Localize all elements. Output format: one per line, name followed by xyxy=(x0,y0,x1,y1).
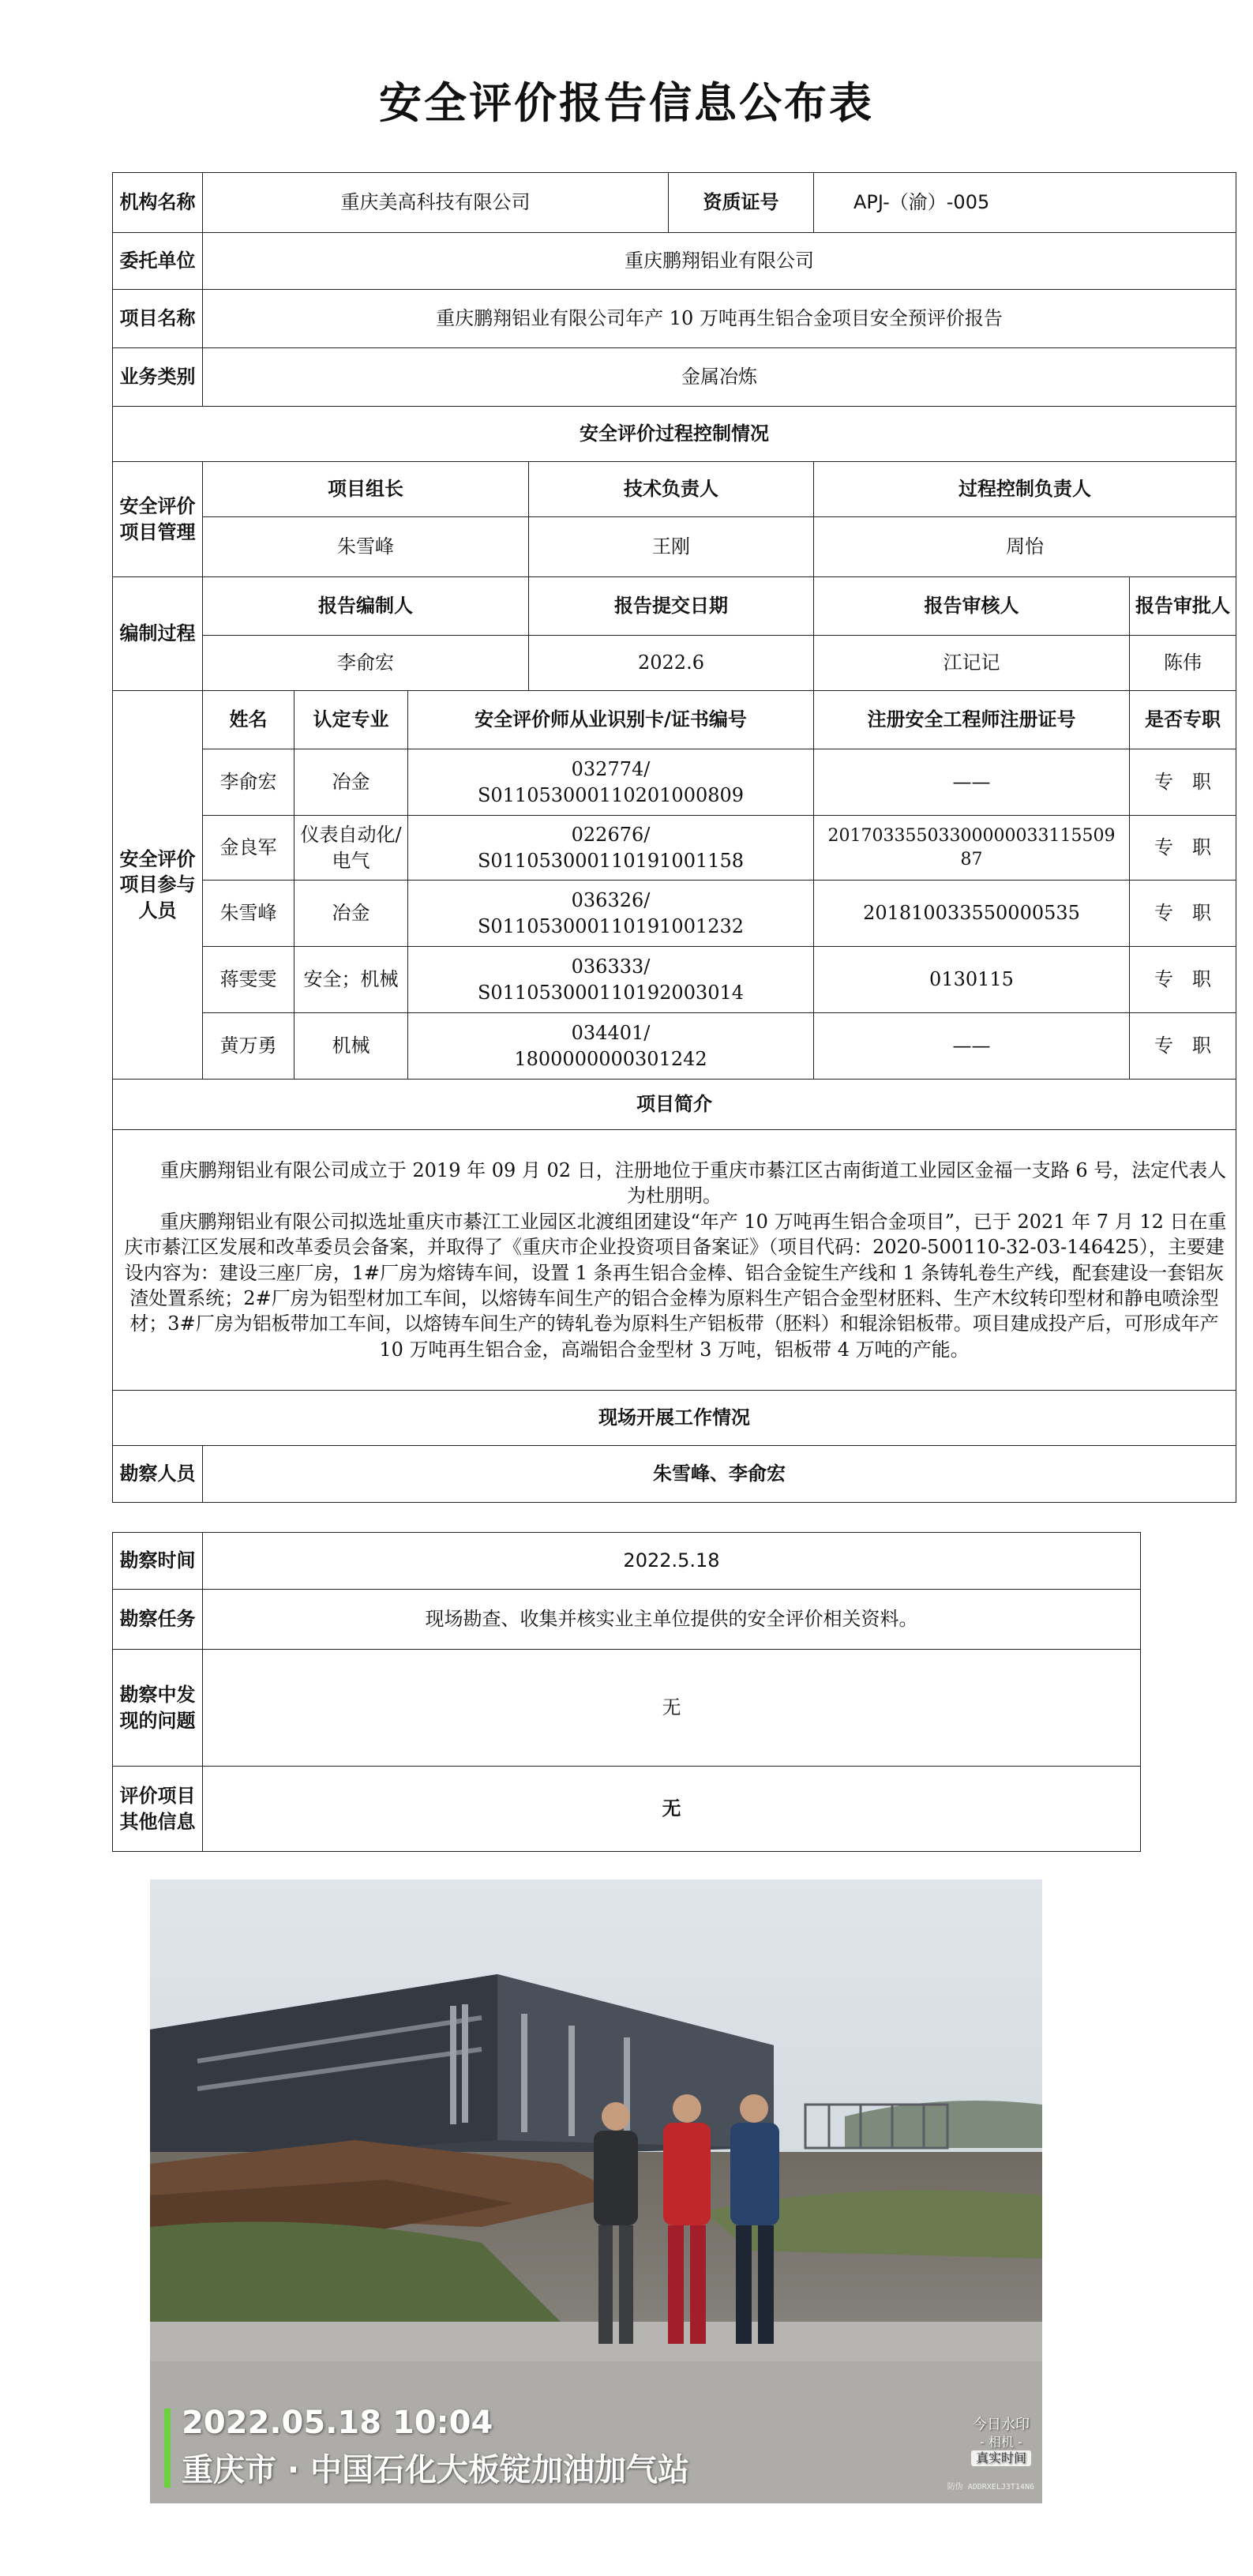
part-header-reg: 注册安全工程师注册证号 xyxy=(814,691,1130,749)
management-label: 安全评价项目管理 xyxy=(113,462,203,577)
comp-header-author: 报告编制人 xyxy=(203,577,529,636)
part-major: 仪表自动化/电气 xyxy=(294,816,408,881)
part-name: 李俞宏 xyxy=(203,749,294,816)
part-card xyxy=(408,881,814,947)
part-card xyxy=(408,1013,814,1080)
survey-task-label: 勘察任务 xyxy=(113,1590,203,1650)
part-major: 安全；机械 xyxy=(294,947,408,1013)
part-name: 金良军 xyxy=(203,816,294,881)
part-reg: 0130115 xyxy=(814,947,1130,1013)
mgmt-header-process: 过程控制负责人 xyxy=(814,462,1236,517)
comp-reviewer: 江记记 xyxy=(814,636,1130,691)
part-card-line1: 032774/ xyxy=(571,758,651,781)
part-card xyxy=(408,947,814,1013)
survey-issues-value: 无 xyxy=(203,1650,1141,1767)
part-name: 朱雪峰 xyxy=(203,881,294,947)
cert-value: APJ-（渝）-005 xyxy=(814,173,1236,233)
part-header-fulltime: 是否专职 xyxy=(1130,691,1236,749)
site-staff-label: 勘察人员 xyxy=(113,1446,203,1503)
timestamp-bar xyxy=(164,2409,171,2488)
photo-datetime: 2022.05.18 10:04 xyxy=(182,2405,493,2441)
business-value: 金属冶炼 xyxy=(203,348,1236,407)
part-fulltime: 专 职 xyxy=(1130,881,1236,947)
business-label: 业务类别 xyxy=(113,348,203,407)
table-row xyxy=(113,816,1236,881)
project-value: 重庆鹏翔铝业有限公司年产 10 万吨再生铝合金项目安全预评价报告 xyxy=(203,290,1236,348)
watermark-line1: 今日水印 xyxy=(972,2416,1030,2433)
part-fulltime: 专 职 xyxy=(1130,749,1236,816)
survey-other-label: 评价项目其他信息 xyxy=(113,1767,203,1852)
part-card-line2: S011053000110191001158 xyxy=(477,849,745,872)
info-table xyxy=(112,172,1236,1503)
watermark-code: 防伪 ADDRXELJ3T14N6 xyxy=(947,2483,1034,2492)
part-fulltime: 专 职 xyxy=(1130,1013,1236,1080)
comp-date: 2022.6 xyxy=(529,636,814,691)
cert-label: 资质证号 xyxy=(669,173,814,233)
part-major: 机械 xyxy=(294,1013,408,1080)
intro-body xyxy=(113,1130,1236,1391)
mgmt-leader: 朱雪峰 xyxy=(203,517,529,577)
part-card-line1: 036333/ xyxy=(571,956,651,978)
comp-header-date: 报告提交日期 xyxy=(529,577,814,636)
part-major: 冶金 xyxy=(294,881,408,947)
part-major: 冶金 xyxy=(294,749,408,816)
survey-other-value: 无 xyxy=(203,1767,1141,1852)
page-title: 安全评价报告信息公布表 xyxy=(379,78,874,128)
table-row xyxy=(113,947,1236,1013)
part-header-major: 认定专业 xyxy=(294,691,408,749)
part-card-line2: S011053000110192003014 xyxy=(477,981,745,1004)
project-label: 项目名称 xyxy=(113,290,203,348)
comp-header-approver: 报告审批人 xyxy=(1130,577,1236,636)
part-card-line2: S011053000110191001232 xyxy=(477,914,745,937)
org-name-label: 机构名称 xyxy=(113,173,203,233)
survey-time-value: 2022.5.18 xyxy=(203,1533,1141,1590)
intro-heading: 项目简介 xyxy=(113,1080,1236,1130)
part-reg: —— xyxy=(814,1013,1130,1080)
org-name-value: 重庆美高科技有限公司 xyxy=(203,173,669,233)
part-card xyxy=(408,816,814,881)
watermark-line3: 真实时间 xyxy=(971,2450,1031,2466)
intro-paragraph-1: 重庆鹏翔铝业有限公司成立于 2019 年 09 月 02 日，注册地位于重庆市綦江区古南街道工业园区金福一支路 6 号，法定代表人为杜朋明。 xyxy=(159,1158,1227,1207)
mgmt-header-tech: 技术负责人 xyxy=(529,462,814,517)
comp-approver: 陈伟 xyxy=(1130,636,1236,691)
survey-time-label: 勘察时间 xyxy=(113,1533,203,1590)
part-card-line2: S011053000110201000809 xyxy=(477,783,745,806)
part-reg: —— xyxy=(814,749,1130,816)
part-reg: 20170335503300000033115509​87 xyxy=(814,816,1130,881)
table-row xyxy=(113,1013,1236,1080)
survey-table xyxy=(112,1532,1141,1852)
site-staff-value: 朱雪峰、李俞宏 xyxy=(203,1446,1236,1503)
part-header-name: 姓名 xyxy=(203,691,294,749)
survey-issues-label: 勘察中发现的问题 xyxy=(113,1650,203,1767)
survey-task-value: 现场勘查、收集并核实业主单位提供的安全评价相关资料。 xyxy=(203,1590,1141,1650)
watermark-line2: - 相机 - xyxy=(980,2434,1022,2450)
mgmt-tech: 王刚 xyxy=(529,517,814,577)
part-fulltime: 专 职 xyxy=(1130,816,1236,881)
part-card-line2: 1800000000301242 xyxy=(514,1047,707,1070)
comp-author: 李俞宏 xyxy=(203,636,529,691)
watermark-logo xyxy=(971,2416,1031,2466)
part-name: 黄万勇 xyxy=(203,1013,294,1080)
table-row xyxy=(113,749,1236,816)
site-heading: 现场开展工作情况 xyxy=(113,1391,1236,1446)
part-fulltime: 专 职 xyxy=(1130,947,1236,1013)
intro-paragraph-2: 重庆鹏翔铝业有限公司拟选址重庆市綦江工业园区北渡组团建设“年产 10 万吨再生铝合金项目”，已于 2021 年 7 月 12 日在重庆市綦江区发展和改革委员会备案，并取得了《重庆市企业投资项目备案证》（项目代码：2020-500110-32-03-146425），主要建设内容为：建设三座厂房，1#厂房为熔铸车间，设置 1 条再生铝合金棒、铝合金锭生产线和 1 条铸轧卷生产线，配套建设一套铝灰渣处置系统；2#厂房为铝型材加工车间，以熔铸车间生产的铝合金棒为原料生产铝合金型材胚料、生产木纹转印型材和静电喷涂型材；3#厂房为铝板带加工车间，以熔铸车间生产的铸轧卷为原料生产铝板带（胚料）和辊涂铝板带。项目建成投产后，可形成年产 10 万吨再生铝合金，高端铝合金型材 3 万吨，铝板带 4 万吨的产能。 xyxy=(124,1210,1227,1361)
photo-location: 重庆市 · 中国石化大板锭加油加气站 xyxy=(182,2452,690,2488)
client-label: 委托单位 xyxy=(113,233,203,290)
mgmt-process: 周怡 xyxy=(814,517,1236,577)
site-photo xyxy=(150,1879,1042,2503)
client-value: 重庆鹏翔铝业有限公司 xyxy=(203,233,1236,290)
part-card-line1: 036326/ xyxy=(571,889,651,912)
part-header-card: 安全评价师从业识别卡/证书编号 xyxy=(408,691,814,749)
mgmt-header-leader: 项目组长 xyxy=(203,462,529,517)
part-card xyxy=(408,749,814,816)
table-row xyxy=(113,881,1236,947)
part-name: 蒋雯雯 xyxy=(203,947,294,1013)
process-section-heading: 安全评价过程控制情况 xyxy=(113,407,1236,462)
compilation-label: 编制过程 xyxy=(113,577,203,691)
participants-label: 安全评价项目参与人员 xyxy=(113,691,203,1080)
comp-header-reviewer: 报告审核人 xyxy=(814,577,1130,636)
part-card-line1: 022676/ xyxy=(571,824,651,847)
part-reg: 201810033550000535 xyxy=(814,881,1130,947)
part-card-line1: 034401/ xyxy=(571,1022,651,1045)
